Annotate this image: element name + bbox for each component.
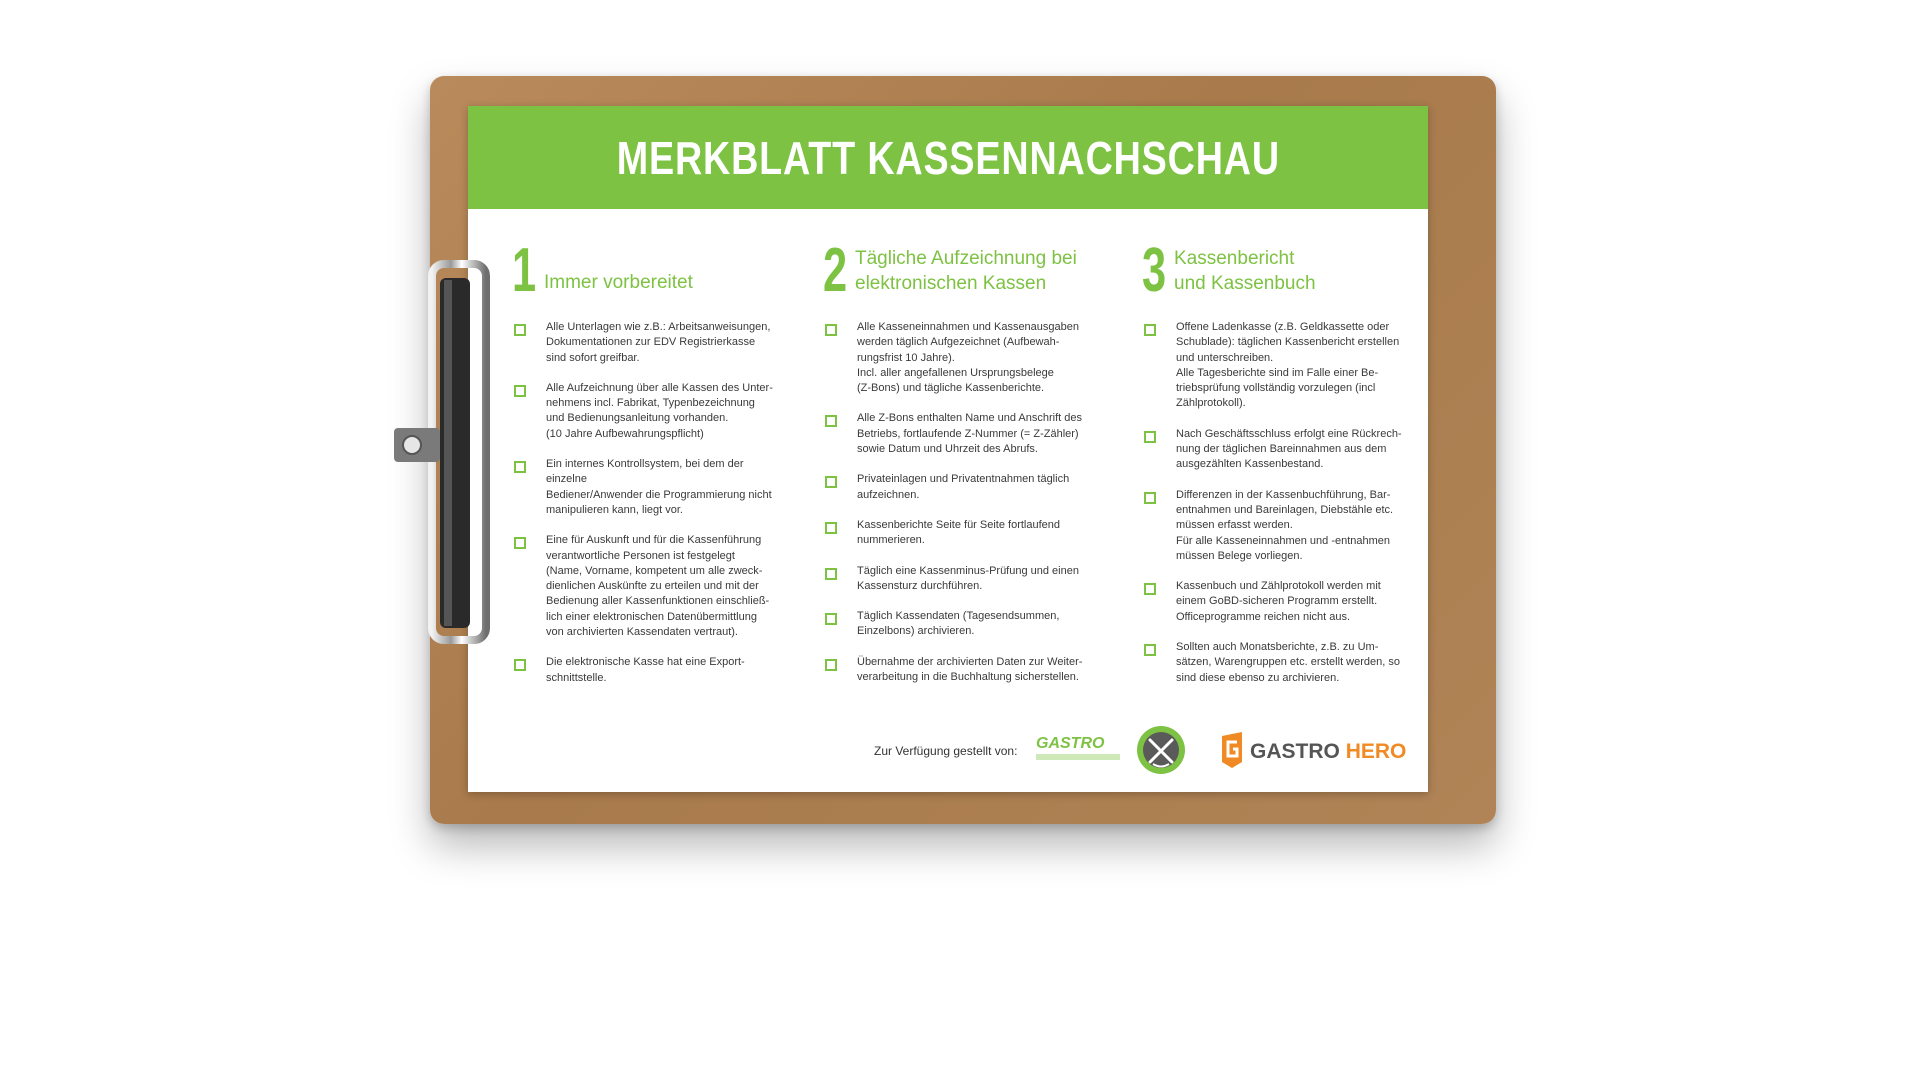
checkbox[interactable] — [825, 568, 837, 580]
checklist-item — [823, 518, 1093, 549]
page-title: MERKBLATT KASSENNACHSCHAU — [616, 131, 1280, 184]
checklist-item — [1142, 488, 1412, 564]
shield-icon — [1222, 732, 1242, 768]
section-number: 2 — [823, 236, 848, 305]
clip-lever-highlight — [444, 280, 452, 626]
checklist-item — [1142, 579, 1412, 625]
item-text: Übernahme der archivierten Daten zur Weiter- verarbeitung in die Buchhaltung sicherstellen. — [857, 655, 1083, 684]
checklist-item — [823, 564, 1093, 595]
checkbox[interactable] — [825, 613, 837, 625]
item-text: Alle Unterlagen wie z.B.: Arbeitsanweisungen, Dokumentationen zur EDV Registrierkasse sind sofort greifbar. — [546, 321, 771, 364]
checkbox[interactable] — [1144, 644, 1156, 656]
item-text: Alle Kasseneinnahmen und Kassenausgaben werden täglich Aufgezeichnet (Aufbewah- rungsfrist 10 Jahre). Incl. aller angefallenen Ursprungsbelege (Z-Bons) und tägliche Kassenberichte. — [857, 321, 1079, 395]
checkbox[interactable] — [1144, 431, 1156, 443]
checklist-item — [512, 655, 782, 686]
gastro-logo-text: GASTRO — [1036, 735, 1105, 752]
provided-by-label: Zur Verfügung gestellt von: — [874, 744, 1018, 758]
checklist-item — [823, 609, 1093, 640]
item-text: Privateinlagen und Privatentnahmen täglich aufzeichnen. — [857, 473, 1070, 501]
section-title: Immer vorbereitet — [544, 272, 693, 293]
checkbox[interactable] — [825, 522, 837, 534]
checklist-item — [1142, 427, 1412, 473]
info-sheet — [468, 106, 1428, 792]
item-text: Alle Aufzeichnung über alle Kassen des Unter- nehmens incl. Fabrikat, Typenbezeichnung und Bedienungsanleitung vorhanden. (10 Jahre Aufbewahrungspflicht) — [546, 381, 773, 440]
section-number: 1 — [512, 236, 537, 305]
checklist-item — [1142, 320, 1412, 412]
checkbox[interactable] — [1144, 492, 1156, 504]
checklist-item — [1142, 640, 1412, 686]
item-text: Täglich Kassendaten (Tagesendsummen, Einzelbons) archivieren. — [857, 610, 1060, 638]
title-banner — [468, 106, 1428, 209]
gastro-logo — [1036, 724, 1188, 778]
checklist-item — [823, 320, 1093, 396]
checkbox[interactable] — [514, 659, 526, 671]
checklist-item — [823, 655, 1093, 686]
item-text: Alle Z-Bons enthalten Name und Anschrift des Betriebs, fortlaufende Z-Nummer (= Z-Zähler) sowie Datum und Uhrzeit des Abrufs. — [857, 412, 1083, 456]
section-number: 3 — [1142, 236, 1167, 305]
section-title: Tägliche Aufzeichnung bei elektronischen Kassen — [855, 248, 1077, 294]
section-title: Kassenbericht und Kassenbuch — [1174, 248, 1316, 294]
item-text: Offene Ladenkasse (z.B. Geldkassette oder Schublade): täglichen Kassenbericht erstellen und unterschreiben. Alle Tagesberichte sind im Falle einer Be- triebsprüfung vollständig vorzulegen (incl Zählprotokoll). — [1176, 321, 1400, 410]
column-1 — [512, 236, 782, 701]
checklist-item — [512, 320, 782, 366]
gastro-hero-text: GASTRO HERO — [1250, 740, 1407, 763]
checklist-item — [512, 457, 782, 518]
checklist-item — [823, 472, 1093, 503]
column-header — [823, 236, 1093, 306]
item-text: Die elektronische Kasse hat eine Export- schnittstelle. — [546, 656, 745, 684]
checkbox[interactable] — [1144, 583, 1156, 595]
column-header — [1142, 236, 1412, 306]
item-text: Eine für Auskunft und für die Kassenführung verantwortliche Personen ist festgelegt (Name, Vorname, kompetent um alle zweck- dienlichen Auskünfte zu erteilen und mit der Bedienung aller Kassenfunktionen einschließ- lich einer elektronischen Datenübermittlung von archivierten Kassendaten vertraut). — [546, 534, 770, 639]
checklist-item — [823, 411, 1093, 457]
item-text: Nach Geschäftsschluss erfolgt eine Rückrech- nung der täglichen Bareinnahmen aus dem ausgezählten Kassenbestand. — [1176, 427, 1402, 471]
checkbox[interactable] — [825, 415, 837, 427]
rivet-icon — [403, 436, 421, 454]
column-3 — [1142, 236, 1412, 701]
checkbox[interactable] — [825, 659, 837, 671]
item-text: Täglich eine Kassenminus-Prüfung und einen Kassensturz durchführen. — [857, 564, 1079, 592]
column-header — [512, 236, 782, 306]
item-text: Sollten auch Monatsberichte, z.B. zu Um- sätzen, Warengruppen etc. erstellt werden, so sind diese ebenso zu archivieren. — [1176, 641, 1400, 684]
item-text: Kassenberichte Seite für Seite fortlaufend nummerieren. — [857, 518, 1061, 547]
item-text: Kassenbuch und Zählprotokoll werden mit einem GoBD-sicheren Programm erstellt. Officeprogramme reichen nicht aus. — [1176, 580, 1381, 623]
clipboard-clip — [394, 256, 530, 648]
gastro-hero-logo — [1218, 730, 1407, 770]
checkbox[interactable] — [825, 476, 837, 488]
checkbox[interactable] — [825, 324, 837, 336]
item-text: Ein internes Kontrollsystem, bei dem der einzelne Bediener/Anwender die Programmierung nicht manipulieren kann, liegt vor. — [546, 458, 772, 516]
logo-tagline-bar — [1036, 754, 1120, 760]
checkbox[interactable] — [1144, 324, 1156, 336]
item-text: Differenzen in der Kassenbuchführung, Bar- entnahmen und Bareinlagen, Diebstähle etc. müssen erfasst werden. Für alle Kasseneinnahmen und -entnahmen müssen Belege vorliegen. — [1176, 488, 1394, 562]
checklist-item — [512, 381, 782, 442]
checklist-item — [512, 533, 782, 640]
column-2 — [823, 236, 1093, 700]
